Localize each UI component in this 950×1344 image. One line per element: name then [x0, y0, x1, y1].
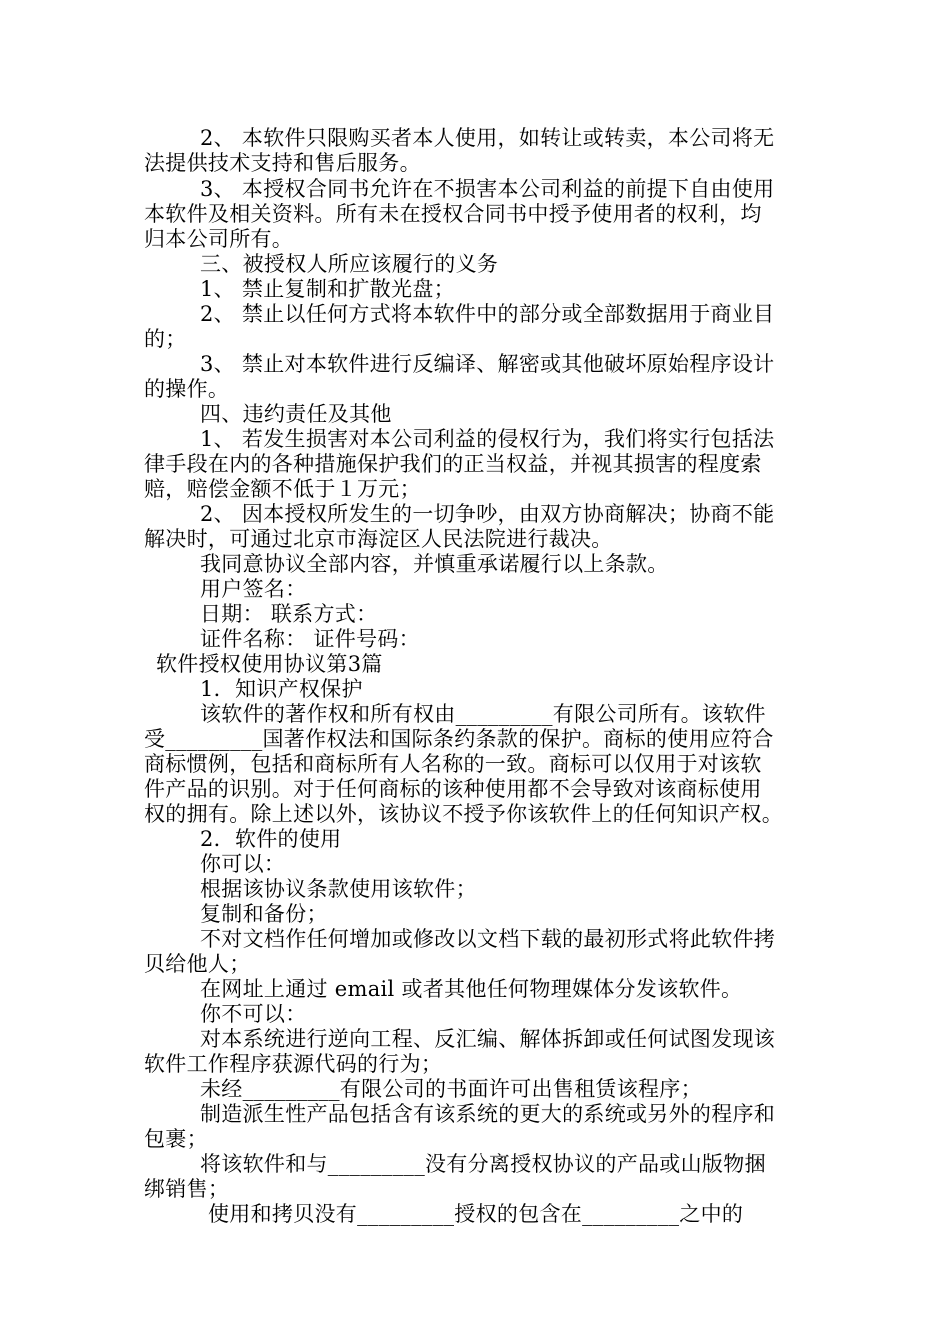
text-line: 件产品的识别。对于任何商标的该种使用都不会导致对该商标使用 [144, 777, 762, 801]
text-line: 商标惯例，包括和商标所有人名称的一致。商标可以仅用于对该软 [144, 752, 762, 776]
text-line: 对本系统进行逆向工程、反汇编、解体拆卸或任何试图发现该 [200, 1027, 776, 1051]
signature-label: 用户签名： [200, 577, 307, 601]
text-line: 2、 因本授权所发生的一切争吵，由双方协商解决；协商不能 [200, 502, 775, 526]
section-heading: 三、被授权人所应该履行的义务 [200, 252, 499, 276]
text-line: 归本公司所有。 [144, 227, 294, 251]
text-line: 解决时，可通过北京市海淀区人民法院进行裁决。 [144, 527, 613, 551]
section-heading: 四、违约责任及其他 [200, 402, 392, 426]
text-line: 不对文档作任何增加或修改以文档下载的最初形式将此软件拷 [200, 927, 776, 951]
text-line: 受_________国著作权法和国际条约条款的保护。商标的使用应符合 [144, 727, 774, 751]
text-line: 根据该协议条款使用该软件； [200, 877, 477, 901]
id-label: 证件名称： 证件号码： [200, 627, 420, 651]
text-line: 本软件及相关资料。所有未在授权合同书中授予使用者的权利，均 [144, 202, 762, 226]
text-line: 该软件的著作权和所有权由_________有限公司所有。该软件 [200, 702, 766, 726]
text-line: 的； [144, 327, 187, 351]
text-line: 2、 本软件只限购买者本人使用，如转让或转卖，本公司将无 [200, 126, 775, 150]
text-line: 包裹； [144, 1127, 208, 1151]
text-line: 法提供技术支持和售后服务。 [144, 151, 421, 175]
section-heading: 2．软件的使用 [200, 827, 342, 851]
text-line: 绑销售； [144, 1177, 230, 1201]
text-line: 律手段在内的各种措施保护我们的正当权益，并视其损害的程度索 [144, 452, 762, 476]
text-line: 权的拥有。除上述以外，该协议不授予你该软件上的任何知识产权。 [144, 802, 783, 826]
text-line: 1、 禁止复制和扩散光盘； [200, 277, 455, 301]
text-line: 未经_________有限公司的书面许可出售租赁该程序； [200, 1077, 702, 1101]
text-line: 在网址上通过 email 或者其他任何物理媒体分发该软件。 [200, 977, 743, 1001]
text-line: 我同意协议全部内容，并慎重承诺履行以上条款。 [200, 552, 669, 576]
text-line: 2、 禁止以任何方式将本软件中的部分或全部数据用于商业目 [200, 302, 775, 326]
text-line: 你不可以： [200, 1002, 307, 1026]
text-line: 软件工作程序获源代码的行为； [144, 1052, 443, 1076]
text-line: 将该软件和与_________没有分离授权协议的产品或山版物捆 [200, 1152, 766, 1176]
text-line: 使用和拷贝没有_________授权的包含在_________之中的 [208, 1202, 744, 1226]
text-line: 赔，赔偿金额不低于１万元； [144, 477, 421, 501]
section-heading: 1．知识产权保护 [200, 677, 363, 701]
text-line: 贝给他人； [144, 952, 251, 976]
text-line: 复制和备份； [200, 902, 328, 926]
text-line: 的操作。 [144, 377, 230, 401]
text-line: 3、 禁止对本软件进行反编译、解密或其他破坏原始程序设计 [200, 352, 775, 376]
article-title: 软件授权使用协议第3篇 [156, 652, 383, 676]
text-line: 你可以： [200, 852, 286, 876]
date-contact-label: 日期： 联系方式： [200, 602, 378, 626]
text-line: 1、 若发生损害对本公司利益的侵权行为，我们将实行包括法 [200, 427, 775, 451]
text-line: 制造派生性产品包括含有该系统的更大的系统或另外的程序和 [200, 1102, 776, 1126]
text-line: 3、 本授权合同书允许在不损害本公司利益的前提下自由使用 [200, 177, 775, 201]
